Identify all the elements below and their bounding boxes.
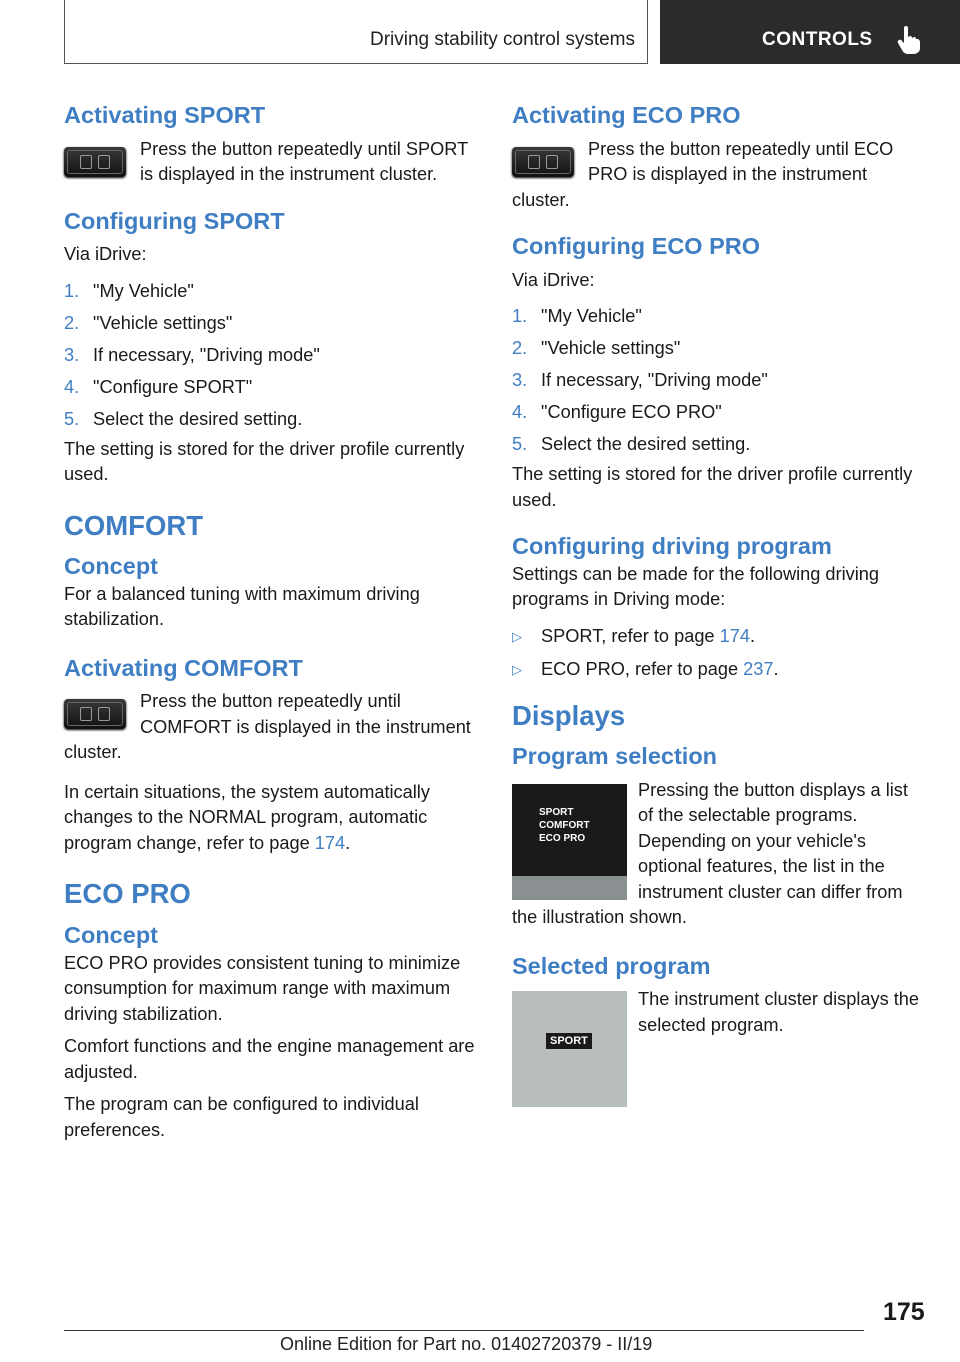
via-idrive-text: Via iDrive:: [512, 269, 595, 290]
via-idrive-text: Via iDrive:: [64, 244, 147, 265]
header-chapter-title: CONTROLS: [762, 29, 873, 50]
comfort-button-figure: [64, 689, 478, 766]
sport-button-figure: [64, 137, 478, 188]
program-selection-text: Pressing the button displays a list of the selectable programs. Depending on your vehicle's optional features, the list in the instrument cluster can differ from the illustration shown.: [512, 779, 908, 928]
pointing-hand-icon: [895, 24, 921, 54]
configuring-program-text: Settings can be made for the following driving programs in Driving mode:: [512, 563, 879, 610]
list-item: 3. If necessary, "Driving mode": [512, 370, 768, 391]
list-item: 2. "Vehicle settings": [64, 312, 233, 333]
activating-eco-text: Press the button repeatedly until ECO PRO is displayed in the instrument cluster.: [512, 138, 894, 210]
selected-program-tag: SPORT: [546, 1033, 592, 1049]
list-item: 3. If necessary, "Driving mode": [64, 344, 320, 365]
activating-comfort-text: Press the button repeatedly until COMFORT is displayed in the instrument cluster.: [64, 691, 471, 763]
heading-comfort: COMFORT: [64, 509, 204, 541]
list-item: 5. Select the desired setting.: [512, 434, 751, 455]
automatic-change-text: In certain situations, the system automatically changes to the NORMAL program, automatic program change, refer to page 174.: [64, 781, 430, 853]
page-number: 175: [883, 1298, 925, 1326]
program-bullets: [512, 620, 928, 686]
list-item: 1. "My Vehicle": [512, 306, 642, 327]
list-item: 2. "Vehicle settings": [512, 338, 681, 359]
header-chapter-box: [660, 0, 960, 64]
eco-steps-list: [512, 300, 928, 460]
page-link-174[interactable]: 174: [719, 625, 750, 646]
footer-divider: [64, 1330, 864, 1331]
heading-configuring-sport: Configuring SPORT: [64, 207, 285, 234]
eco-concept-text-3: The program can be configured to individual preferences.: [64, 1094, 419, 1140]
sport-steps-list: [64, 275, 478, 435]
heading-program-selection: Program selection: [512, 743, 718, 770]
left-column: [64, 100, 478, 1150]
driving-experience-switch-icon: [64, 699, 126, 729]
list-item: ▷ SPORT, refer to page 174.: [512, 620, 928, 653]
list-item: 1. "My Vehicle": [64, 280, 194, 301]
setting-stored-text: The setting is stored for the driver profile currently used.: [64, 438, 465, 485]
page-link-237[interactable]: 237: [743, 658, 774, 679]
selected-program-figure: [512, 987, 928, 1048]
driving-experience-switch-icon: [512, 147, 574, 177]
list-item: ▷ ECO PRO, refer to page 237.: [512, 653, 928, 686]
activating-sport-text: Press the button repeatedly until SPORT is displayed in the instrument cluster.: [140, 138, 468, 185]
right-column: [512, 100, 928, 1107]
heading-configuring-eco-pro: Configuring ECO PRO: [512, 233, 761, 260]
eco-button-figure: [512, 137, 928, 214]
setting-stored-text: The setting is stored for the driver profile currently used.: [512, 464, 913, 510]
selected-program-text: The instrument cluster displays the selected program.: [638, 989, 920, 1035]
heading-activating-sport: Activating SPORT: [64, 102, 266, 128]
heading-displays: Displays: [512, 699, 626, 731]
comfort-concept-text: For a balanced tuning with maximum driving stabilization.: [64, 583, 420, 630]
screen-item-sport: SPORT: [539, 806, 574, 818]
header-section-title: Driving stability control systems: [369, 29, 635, 50]
heading-eco-pro: ECO PRO: [64, 878, 191, 910]
header-section-box: [64, 0, 648, 64]
heading-activating-comfort: Activating COMFORT: [64, 654, 303, 681]
program-selection-figure: [512, 778, 928, 931]
program-list-screen: [512, 784, 627, 900]
screen-item-comfort: COMFORT: [539, 819, 590, 831]
list-item: 5. Select the desired setting.: [64, 408, 303, 429]
list-item: 4. "Configure SPORT": [64, 376, 253, 397]
screen-item-eco-pro: ECO PRO: [539, 832, 586, 844]
triangle-bullet-icon: ▷: [512, 661, 522, 677]
page-link-174[interactable]: 174: [314, 832, 346, 853]
selected-program-screen: [512, 991, 627, 1107]
heading-activating-eco-pro: Activating ECO PRO: [512, 102, 741, 128]
triangle-bullet-icon: ▷: [512, 628, 522, 644]
eco-concept-text-1: ECO PRO provides consistent tuning to minimize consumption for maximum range with maximum driving stabilization.: [64, 952, 461, 1024]
heading-eco-concept: Concept: [64, 922, 158, 949]
eco-concept-text-2: Comfort functions and the engine management are adjusted.: [64, 1036, 475, 1082]
driving-experience-switch-icon: [64, 147, 126, 177]
footer-edition: Online Edition for Part no. 01402720379 - II/19: [280, 1334, 653, 1354]
list-item: 4. "Configure ECO PRO": [512, 402, 722, 423]
heading-comfort-concept: Concept: [64, 553, 158, 580]
heading-selected-program: Selected program: [512, 952, 711, 979]
heading-configuring-driving-program: Configuring driving program: [512, 533, 832, 560]
